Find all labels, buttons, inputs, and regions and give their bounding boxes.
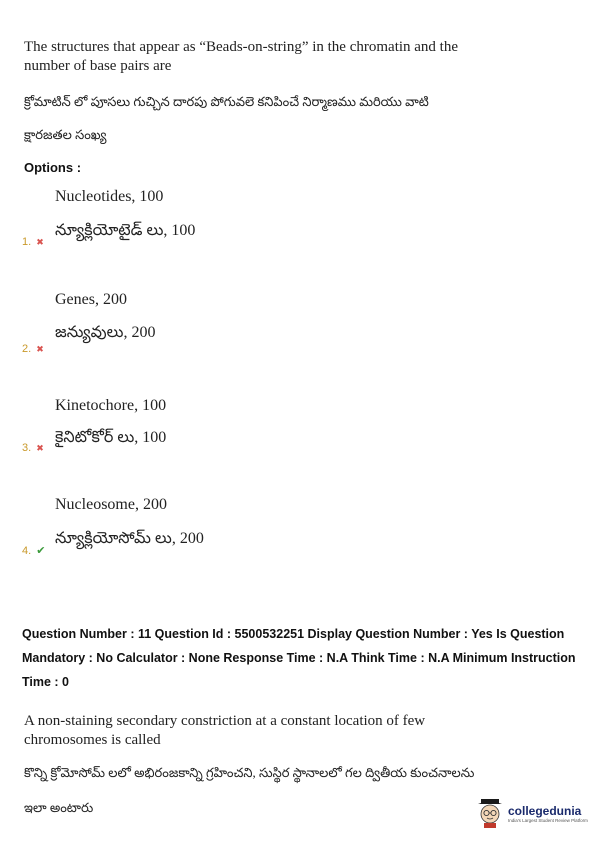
next-question-text-telugu-line2: ఇలా అంటారు xyxy=(24,800,94,815)
option-2-number: 2. xyxy=(22,343,32,355)
option-1-text-english: Nucleotides, 100 xyxy=(55,188,164,205)
option-3-number: 3. xyxy=(22,442,32,454)
options-label: Options : xyxy=(24,160,82,175)
option-4-text-telugu: న్యూక్లియోసోమ్ లు, 200 xyxy=(55,530,204,547)
option-1-text-telugu: న్యూక్లియోటైడ్ లు, 100 xyxy=(55,222,196,239)
check-icon: ✔ xyxy=(36,545,46,557)
cross-icon: ✖ xyxy=(36,343,44,354)
option-1-number: 1. xyxy=(22,236,32,248)
cross-icon: ✖ xyxy=(36,236,44,247)
option-2-marker xyxy=(22,343,44,355)
option-4-number: 4. xyxy=(22,544,32,557)
option-2-text-english: Genes, 200 xyxy=(55,291,127,308)
option-1-marker xyxy=(22,236,44,248)
cross-icon: ✖ xyxy=(36,442,44,453)
mascot-icon xyxy=(476,797,504,829)
option-3-text-english: Kinetochore, 100 xyxy=(55,397,167,414)
logo-tagline: India's Largest Student Review Platform xyxy=(508,817,588,823)
collegedunia-logo xyxy=(476,795,588,831)
logo-name: collegedunia xyxy=(508,803,582,818)
question-text-english: The structures that appear as “Beads-on-string” in the chromatin and the number of base pairs are xyxy=(24,39,459,74)
next-question-text-english: A non-staining secondary constriction at a constant location of few chromosomes is called xyxy=(24,713,426,748)
question-text-telugu-line2: క్షారజతల సంఖ్య xyxy=(24,127,107,142)
option-3-marker xyxy=(22,442,44,454)
option-4-text-english: Nucleosome, 200 xyxy=(55,496,167,513)
question-text-telugu-line1: క్రోమాటిన్ లో పూసలు గుచ్చిన దారపు పోగువలె కనిపించే నిర్మాణము మరియు వాటి xyxy=(24,94,429,109)
question-metadata: Question Number : 11 Question Id : 5500532251 Display Question Number : Yes Is Question Mandatory : No Calculator : None Response Time : N.A Think Time : N.A Minimum Instruction Time : 0 xyxy=(22,627,576,689)
option-3-text-telugu: కైనిటోకోర్ లు, 100 xyxy=(55,429,167,446)
next-question-text-telugu-line1: కొన్ని క్రోమోసోమ్ లలో అభిరంజకాన్ని గ్రహించని, సుస్థిర స్థానాలలో గల ద్వితీయ కుంచనాలను xyxy=(24,765,475,780)
option-4-marker xyxy=(22,544,45,557)
option-2-text-telugu: జన్యువులు, 200 xyxy=(55,324,156,341)
